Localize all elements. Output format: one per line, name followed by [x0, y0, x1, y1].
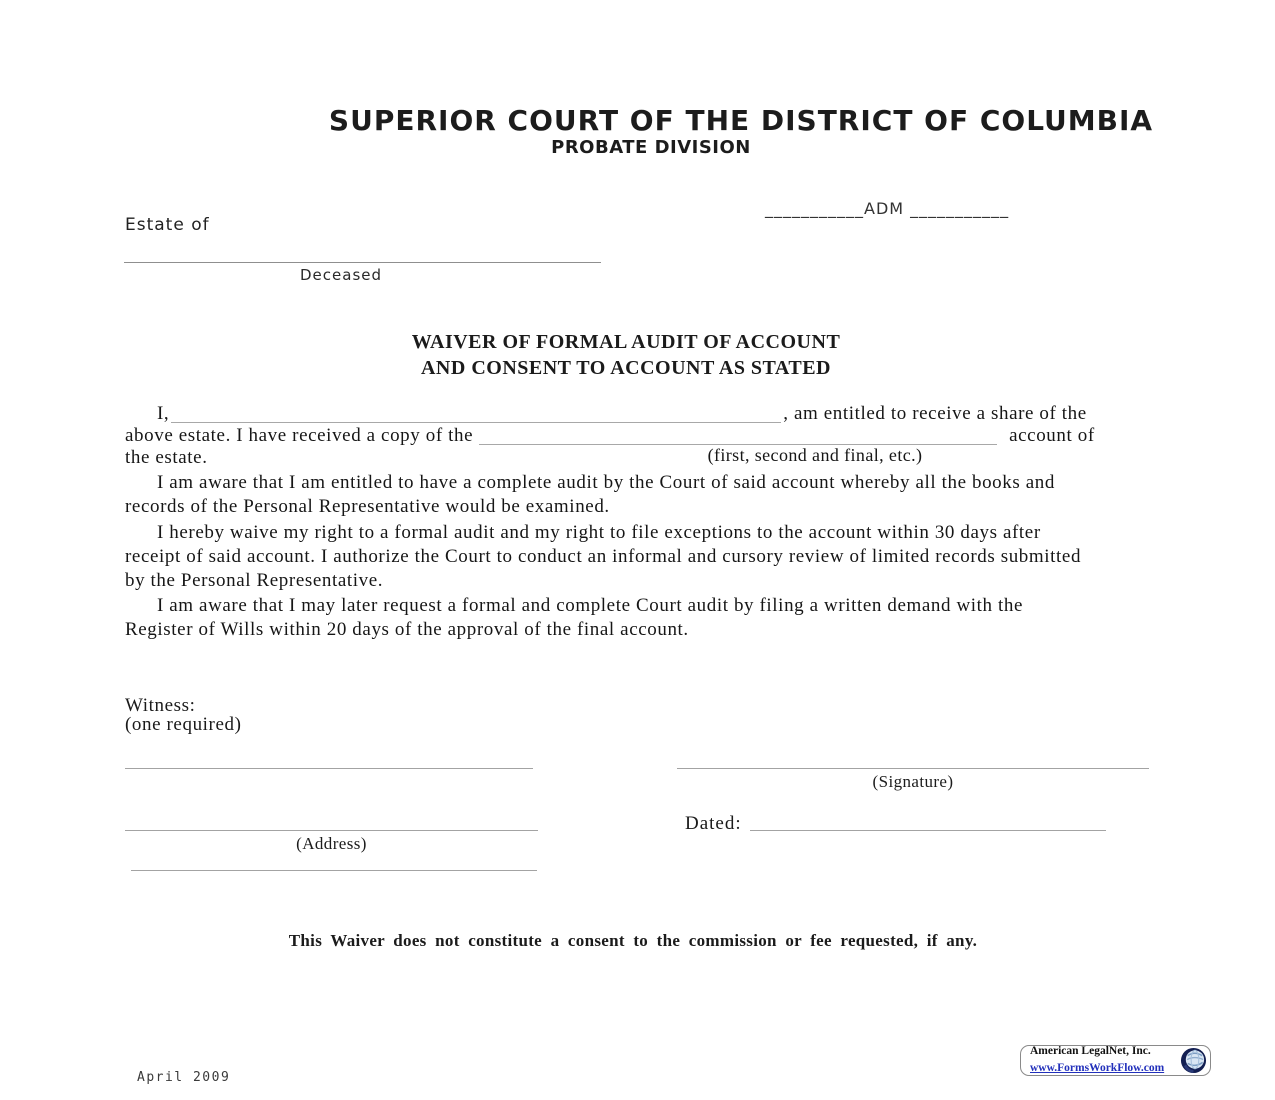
revision-date: April 2009: [137, 1070, 231, 1085]
estate-of-label: Estate of: [125, 215, 210, 235]
signature-line: [677, 768, 1149, 769]
witness-address-line: [125, 830, 538, 831]
paragraph-line: receipt of said account. I authorize the Court to conduct an informal and cursory review of limited records submitted: [125, 546, 1082, 567]
form-title-line1: WAIVER OF FORMAL AUDIT OF ACCOUNT: [411, 331, 841, 353]
heir-name-blank: [171, 409, 781, 423]
vendor-link[interactable]: www.FormsWorkFlow.com: [1030, 1061, 1165, 1074]
decedent-name-line: [124, 262, 601, 263]
p1-l2-pre: above estate. I have received a copy of the: [125, 425, 474, 446]
p1-l2-post: account of: [1009, 425, 1095, 446]
p1-text-pre: I,: [157, 403, 170, 424]
account-type-blank: [479, 431, 997, 445]
signature-caption: (Signature): [872, 772, 954, 791]
witness-note: (one required): [125, 714, 242, 735]
dated-blank-line: [750, 830, 1106, 831]
p1-l3-text: the estate.: [125, 447, 208, 468]
witness-signature-line: [125, 768, 533, 769]
paragraph-line: [125, 447, 1235, 469]
paragraph-line: by the Personal Representative.: [125, 570, 384, 591]
paragraph-line: I am aware that I am entitled to have a complete audit by the Court of said account whereby all the books and: [157, 472, 1055, 493]
division-title: PROBATE DIVISION: [551, 137, 751, 158]
address-caption: (Address): [296, 834, 367, 853]
paragraph-line: I am aware that I may later request a formal and complete Court audit by filing a written demand with the: [157, 595, 1023, 616]
dated-label: Dated:: [685, 813, 742, 834]
court-title: SUPERIOR COURT OF THE DISTRICT OF COLUMBIA: [328, 104, 1154, 137]
deceased-label: Deceased: [300, 266, 383, 284]
vendor-name: American LegalNet, Inc.: [1030, 1044, 1151, 1057]
adm-case-number-line: ___________ADM ___________: [765, 199, 1010, 218]
paragraph-line: [125, 425, 1235, 447]
form-title-line2: AND CONSENT TO ACCOUNT AS STATED: [420, 357, 832, 379]
paragraph-line: I hereby waive my right to a formal audit and my right to file exceptions to the account within 30 days after: [157, 522, 1041, 543]
vendor-badge: [1020, 1045, 1211, 1076]
account-type-caption: (first, second and final, etc.): [707, 445, 923, 465]
witness-address-line-2: [131, 870, 537, 871]
witness-label: Witness:: [125, 695, 196, 716]
paragraph-line: Register of Wills within 20 days of the approval of the final account.: [125, 619, 689, 640]
paragraph-line: [125, 403, 1235, 425]
globe-icon: [1180, 1047, 1207, 1074]
commission-statement: This Waiver does not constitute a consent to the commission or fee requested, if any.: [288, 931, 978, 950]
paragraph-line: records of the Personal Representative would be examined.: [125, 496, 610, 517]
p1-text-post: , am entitled to receive a share of the: [783, 403, 1087, 424]
